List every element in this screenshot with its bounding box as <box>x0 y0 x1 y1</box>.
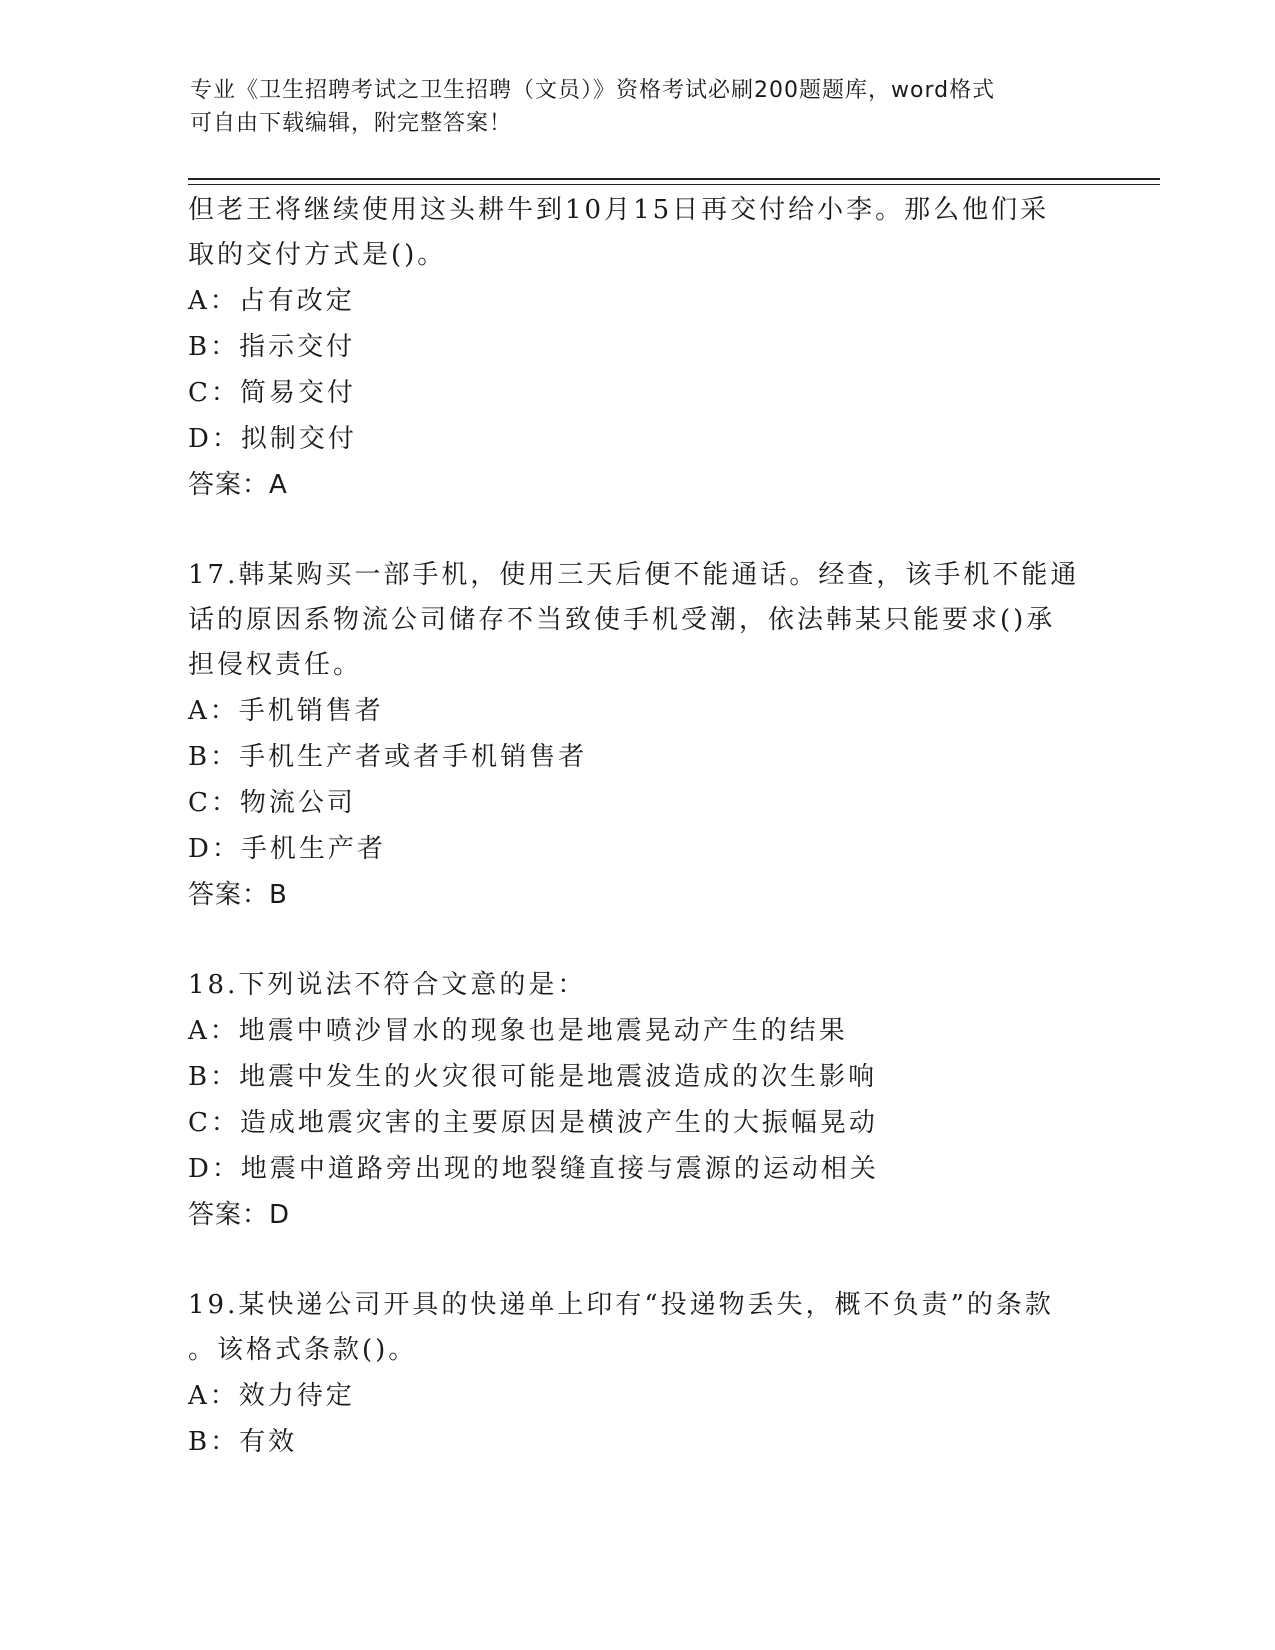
answer-line: 答案：D <box>188 1200 291 1230</box>
question-stem-line: 。该格式条款()。 <box>188 1335 418 1365</box>
option-b: B：有效 <box>188 1427 298 1457</box>
header-title-line-1: 专业《卫生招聘考试之卫生招聘（文员）》资格考试必刷200题题库，word格式 <box>190 78 996 103</box>
document-header <box>190 74 1090 140</box>
header-divider-thin <box>188 184 1160 185</box>
option-c: C：简易交付 <box>188 378 356 408</box>
option-b: B：指示交付 <box>188 332 356 362</box>
question-list <box>188 188 1088 1465</box>
option-d: D：地震中道路旁出现的地裂缝直接与震源的运动相关 <box>188 1154 879 1184</box>
option-b: B：地震中发生的火灾很可能是地震波造成的次生影响 <box>188 1062 878 1092</box>
question-stem-line: 取的交付方式是()。 <box>188 240 447 270</box>
header-divider-thick <box>188 178 1160 180</box>
question-19 <box>188 1283 1088 1465</box>
header-title-line-2: 可自由下载编辑，附完整答案！ <box>190 111 513 136</box>
question-spacer <box>188 1238 1088 1283</box>
question-stem-line: 担侵权责任。 <box>188 650 363 680</box>
question-spacer <box>188 508 1088 553</box>
question-stem-line: 话的原因系物流公司储存不当致使手机受潮，依法韩某只能要求()承 <box>188 605 1056 635</box>
question-16 <box>188 188 1088 508</box>
question-spacer <box>188 918 1088 963</box>
question-stem-line: 但老王将继续使用这头耕牛到10月15日再交付给小李。那么他们采 <box>188 195 1050 225</box>
option-b: B：手机生产者或者手机销售者 <box>188 742 588 772</box>
question-18 <box>188 963 1088 1238</box>
question-17 <box>188 553 1088 918</box>
answer-line: 答案：B <box>188 880 288 910</box>
option-c: C：造成地震灾害的主要原因是横波产生的大振幅晃动 <box>188 1108 878 1138</box>
question-stem-line: 18.下列说法不符合文意的是： <box>188 970 587 1000</box>
option-a: A：效力待定 <box>188 1381 355 1411</box>
question-stem-line: 17.韩某购买一部手机，使用三天后便不能通话。经查，该手机不能通 <box>188 560 1080 590</box>
option-d: D：手机生产者 <box>188 834 386 864</box>
option-c: C：物流公司 <box>188 788 356 818</box>
answer-line: 答案：A <box>188 470 288 500</box>
option-d: D：拟制交付 <box>188 424 357 454</box>
question-stem-line: 19.某快递公司开具的快递单上印有“投递物丢失，概不负责”的条款 <box>188 1290 1054 1320</box>
option-a: A：手机销售者 <box>188 696 384 726</box>
option-a: A：地震中喷沙冒水的现象也是地震晃动产生的结果 <box>188 1016 848 1046</box>
option-a: A：占有改定 <box>188 286 355 316</box>
